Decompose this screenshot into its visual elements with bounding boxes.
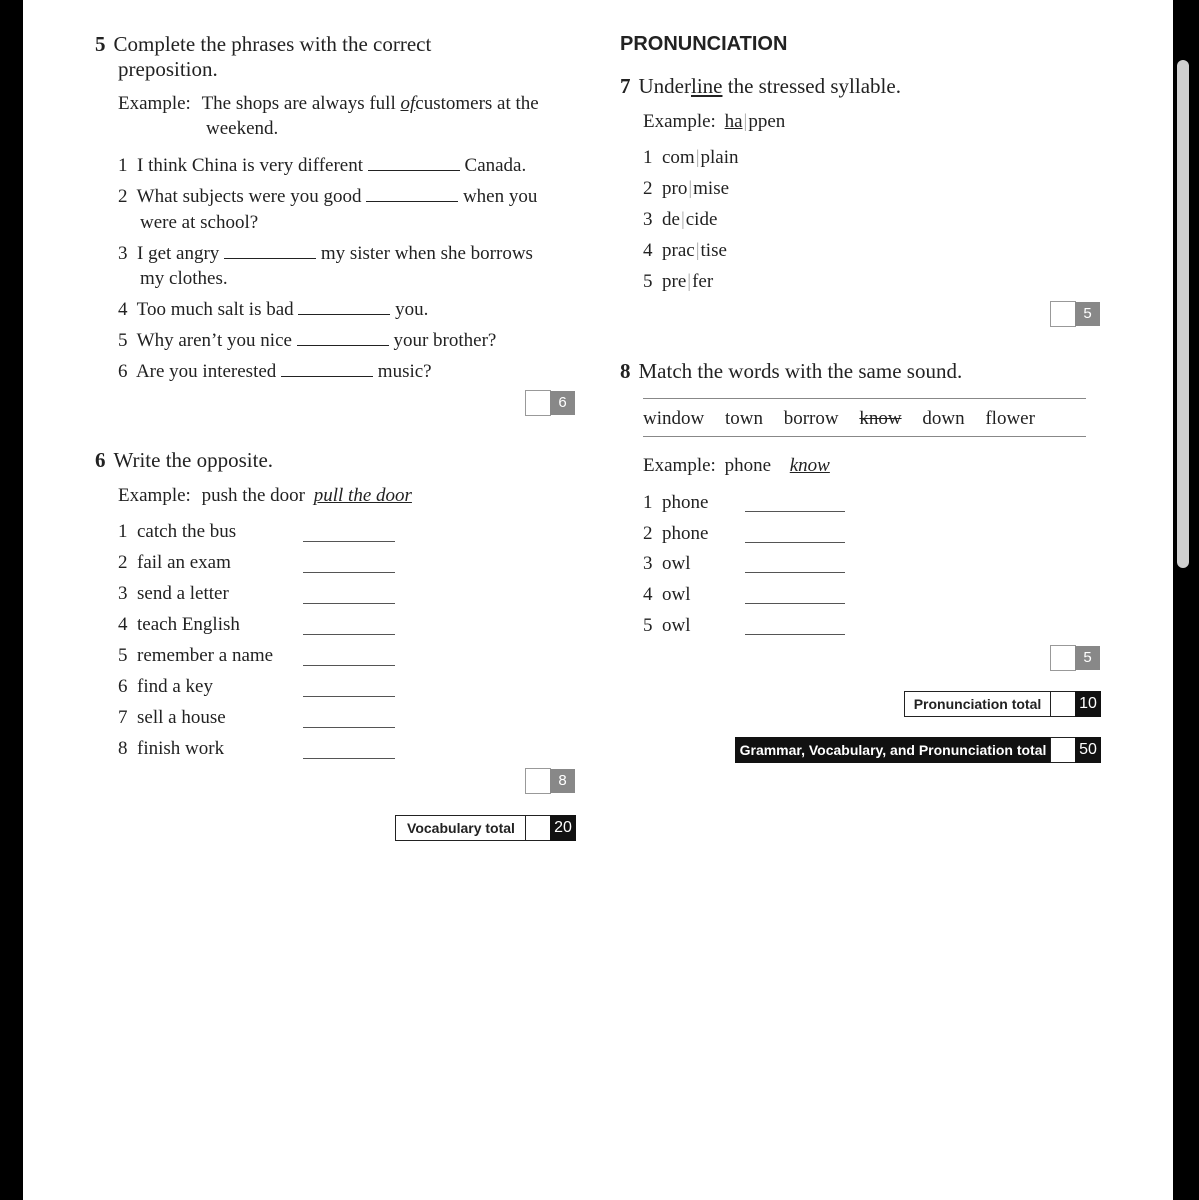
item-number: 1 xyxy=(643,147,653,168)
score-input-box[interactable] xyxy=(1050,645,1076,671)
ex5-title xyxy=(95,32,431,57)
syllable-first[interactable]: pro xyxy=(662,178,688,199)
ex5-item-cont: my clothes. xyxy=(140,268,228,289)
example-label: Example: xyxy=(118,93,191,114)
vocabulary-total-label: Vocabulary total xyxy=(395,815,527,841)
vertical-scrollbar[interactable] xyxy=(1177,60,1189,568)
ex7-title-underlined: line xyxy=(690,74,723,98)
word-box-bottom-rule xyxy=(643,436,1086,437)
ex5-item xyxy=(118,155,526,177)
example-label: Example: xyxy=(643,455,716,476)
ex6-item xyxy=(118,552,231,574)
item-number: 1 xyxy=(643,492,653,513)
word-option: down xyxy=(922,408,965,429)
item-text-after: my sister when she borrows xyxy=(320,243,533,264)
ex6-item xyxy=(118,583,229,605)
item-number: 8 xyxy=(118,738,128,759)
ex5-number: 5 xyxy=(95,32,106,56)
syllable-divider: | xyxy=(680,209,685,230)
item-number: 4 xyxy=(643,584,653,605)
syllable-second[interactable]: cide xyxy=(685,209,718,230)
word-option: flower xyxy=(985,408,1035,429)
item-text-after: your brother? xyxy=(393,330,497,351)
ex6-item xyxy=(118,738,224,760)
item-word: owl xyxy=(662,553,691,574)
item-text: I think China is very different xyxy=(137,155,364,176)
ex7-title xyxy=(620,74,901,99)
ex5-example-line2: weekend. xyxy=(206,118,279,139)
answer-blank[interactable] xyxy=(745,511,845,512)
syllable-first[interactable]: de xyxy=(662,209,680,230)
ex5-item xyxy=(118,243,533,265)
answer-blank[interactable] xyxy=(303,727,395,728)
syllable-divider: | xyxy=(695,147,700,168)
vocabulary-total-value: 20 xyxy=(550,815,576,841)
ex5-title-line1: Complete the phrases with the correct xyxy=(113,32,432,56)
item-number: 4 xyxy=(118,299,128,320)
ex7-item xyxy=(643,240,727,262)
ex5-example xyxy=(118,93,539,115)
item-text: teach English xyxy=(137,614,240,635)
ex7-item xyxy=(643,147,739,169)
grand-total-input[interactable] xyxy=(1050,737,1078,763)
ex7-title-pre: Under xyxy=(638,74,691,98)
syllable-divider: | xyxy=(743,111,748,132)
ex8-item xyxy=(643,492,708,514)
syllable-second[interactable]: plain xyxy=(700,147,739,168)
score-input-box[interactable] xyxy=(1050,301,1076,327)
ex7-score-badge: 5 xyxy=(1075,302,1100,326)
item-number: 5 xyxy=(643,271,653,292)
ex8-score-badge: 5 xyxy=(1075,646,1100,670)
ex5-item xyxy=(118,361,432,383)
item-text: remember a name xyxy=(137,645,274,666)
item-number: 5 xyxy=(643,615,653,636)
answer-blank[interactable] xyxy=(224,244,316,259)
item-text: sell a house xyxy=(137,707,226,728)
ex5-item xyxy=(118,299,428,321)
answer-blank[interactable] xyxy=(745,603,845,604)
ex6-title xyxy=(95,448,273,473)
item-number: 2 xyxy=(118,186,128,207)
example-label: Example: xyxy=(643,111,716,132)
ex7-example xyxy=(643,111,785,133)
word-option-used: know xyxy=(859,408,902,429)
ex5-title-line2: preposition. xyxy=(118,57,218,81)
item-number: 3 xyxy=(118,243,128,264)
answer-blank[interactable] xyxy=(303,758,395,759)
ex8-item xyxy=(643,584,691,606)
item-word: phone xyxy=(662,492,709,513)
answer-blank[interactable] xyxy=(745,572,845,573)
item-number: 6 xyxy=(118,676,128,697)
word-option: borrow xyxy=(783,408,839,429)
ex7-item xyxy=(643,271,713,293)
item-number: 1 xyxy=(118,521,128,542)
example-label: Example: xyxy=(118,485,191,506)
item-number: 4 xyxy=(643,240,653,261)
answer-blank[interactable] xyxy=(303,603,395,604)
ex8-example xyxy=(643,455,830,477)
syllable-divider: | xyxy=(695,240,700,261)
score-input-box[interactable] xyxy=(525,390,551,416)
answer-blank[interactable] xyxy=(366,187,458,202)
item-text: find a key xyxy=(137,676,213,697)
answer-blank[interactable] xyxy=(303,572,395,573)
item-text: Are you interested xyxy=(135,361,277,382)
item-text: fail an exam xyxy=(137,552,231,573)
example-text: push the door xyxy=(201,485,305,506)
item-text-after: when you xyxy=(462,186,538,207)
example-syllable-stressed: ha xyxy=(724,111,743,132)
ex7-item xyxy=(643,209,717,231)
item-word: phone xyxy=(662,523,709,544)
answer-blank[interactable] xyxy=(281,362,373,377)
score-input-box[interactable] xyxy=(525,768,551,794)
ex6-example xyxy=(118,485,412,507)
ex7-title-post: the stressed syllable. xyxy=(727,74,901,98)
ex8-item xyxy=(643,615,691,637)
item-text: send a letter xyxy=(137,583,229,604)
syllable-second[interactable]: tise xyxy=(700,240,727,261)
word-option: window xyxy=(643,408,705,429)
grand-total-label: Grammar, Vocabulary, and Pronunciation total xyxy=(735,737,1051,763)
ex8-item xyxy=(643,553,691,575)
answer-blank[interactable] xyxy=(298,300,390,315)
item-text: What subjects were you good xyxy=(136,186,362,207)
ex6-item xyxy=(118,707,226,729)
word-box xyxy=(643,408,1035,430)
ex5-score-badge: 6 xyxy=(550,391,575,415)
word-option: town xyxy=(724,408,763,429)
item-text-after: music? xyxy=(377,361,432,382)
example-answer: know xyxy=(789,455,830,476)
vocabulary-total-input[interactable] xyxy=(525,815,553,841)
item-text-after: Canada. xyxy=(464,155,527,176)
example-answer: of xyxy=(400,93,416,114)
answer-blank[interactable] xyxy=(368,156,460,171)
item-text: I get angry xyxy=(137,243,220,264)
item-text: finish work xyxy=(137,738,225,759)
pronunciation-heading: PRONUNCIATION xyxy=(620,33,788,55)
item-number: 3 xyxy=(643,209,653,230)
worksheet-page xyxy=(23,0,1173,1200)
item-number: 1 xyxy=(118,155,128,176)
ex5-item xyxy=(118,330,496,352)
answer-blank[interactable] xyxy=(303,634,395,635)
ex6-item xyxy=(118,676,213,698)
ex8-title xyxy=(620,359,962,384)
example-word: phone xyxy=(724,455,771,476)
pronunciation-total-label: Pronunciation total xyxy=(904,691,1051,717)
item-word: owl xyxy=(662,584,691,605)
ex8-number: 8 xyxy=(620,359,631,383)
ex7-item xyxy=(643,178,729,200)
item-number: 2 xyxy=(643,523,653,544)
ex6-item xyxy=(118,614,240,636)
pronunciation-total-value: 10 xyxy=(1075,691,1101,717)
item-number: 6 xyxy=(118,361,128,382)
item-text-after: you. xyxy=(395,299,429,320)
ex6-title-text: Write the opposite. xyxy=(113,448,274,472)
item-number: 2 xyxy=(118,552,128,573)
syllable-first[interactable]: com xyxy=(662,147,695,168)
ex6-number: 6 xyxy=(95,448,106,472)
ex6-score-badge: 8 xyxy=(550,769,575,793)
item-number: 7 xyxy=(118,707,128,728)
ex5-item xyxy=(118,186,537,208)
syllable-divider: | xyxy=(688,178,693,199)
ex8-title-text: Match the words with the same sound. xyxy=(638,359,963,383)
answer-blank[interactable] xyxy=(303,665,395,666)
answer-blank[interactable] xyxy=(297,331,389,346)
ex5-item-cont: were at school? xyxy=(140,212,259,233)
item-text: Why aren’t you nice xyxy=(136,330,292,351)
syllable-second[interactable]: mise xyxy=(693,178,730,199)
answer-blank[interactable] xyxy=(745,634,845,635)
ex8-item xyxy=(643,523,708,545)
item-number: 4 xyxy=(118,614,128,635)
ex6-item xyxy=(118,645,273,667)
ex7-number: 7 xyxy=(620,74,631,98)
item-number: 3 xyxy=(643,553,653,574)
item-word: owl xyxy=(662,615,691,636)
syllable-second[interactable]: fer xyxy=(692,271,714,292)
ex6-item xyxy=(118,521,236,543)
answer-blank[interactable] xyxy=(745,542,845,543)
item-text: catch the bus xyxy=(137,521,237,542)
answer-blank[interactable] xyxy=(303,696,395,697)
grand-total-value: 50 xyxy=(1075,737,1101,763)
example-answer: pull the door xyxy=(313,485,412,506)
item-number: 3 xyxy=(118,583,128,604)
item-number: 5 xyxy=(118,330,128,351)
syllable-first[interactable]: pre xyxy=(662,271,687,292)
syllable-divider: | xyxy=(687,271,692,292)
answer-blank[interactable] xyxy=(303,541,395,542)
item-number: 5 xyxy=(118,645,128,666)
syllable-first[interactable]: prac xyxy=(662,240,695,261)
pronunciation-total-input[interactable] xyxy=(1050,691,1078,717)
item-number: 2 xyxy=(643,178,653,199)
example-text-after: customers at the xyxy=(415,93,539,114)
example-text: The shops are always full xyxy=(201,93,396,114)
item-text: Too much salt is bad xyxy=(136,299,294,320)
example-syllable: ppen xyxy=(748,111,786,132)
word-box-top-rule xyxy=(643,398,1086,399)
